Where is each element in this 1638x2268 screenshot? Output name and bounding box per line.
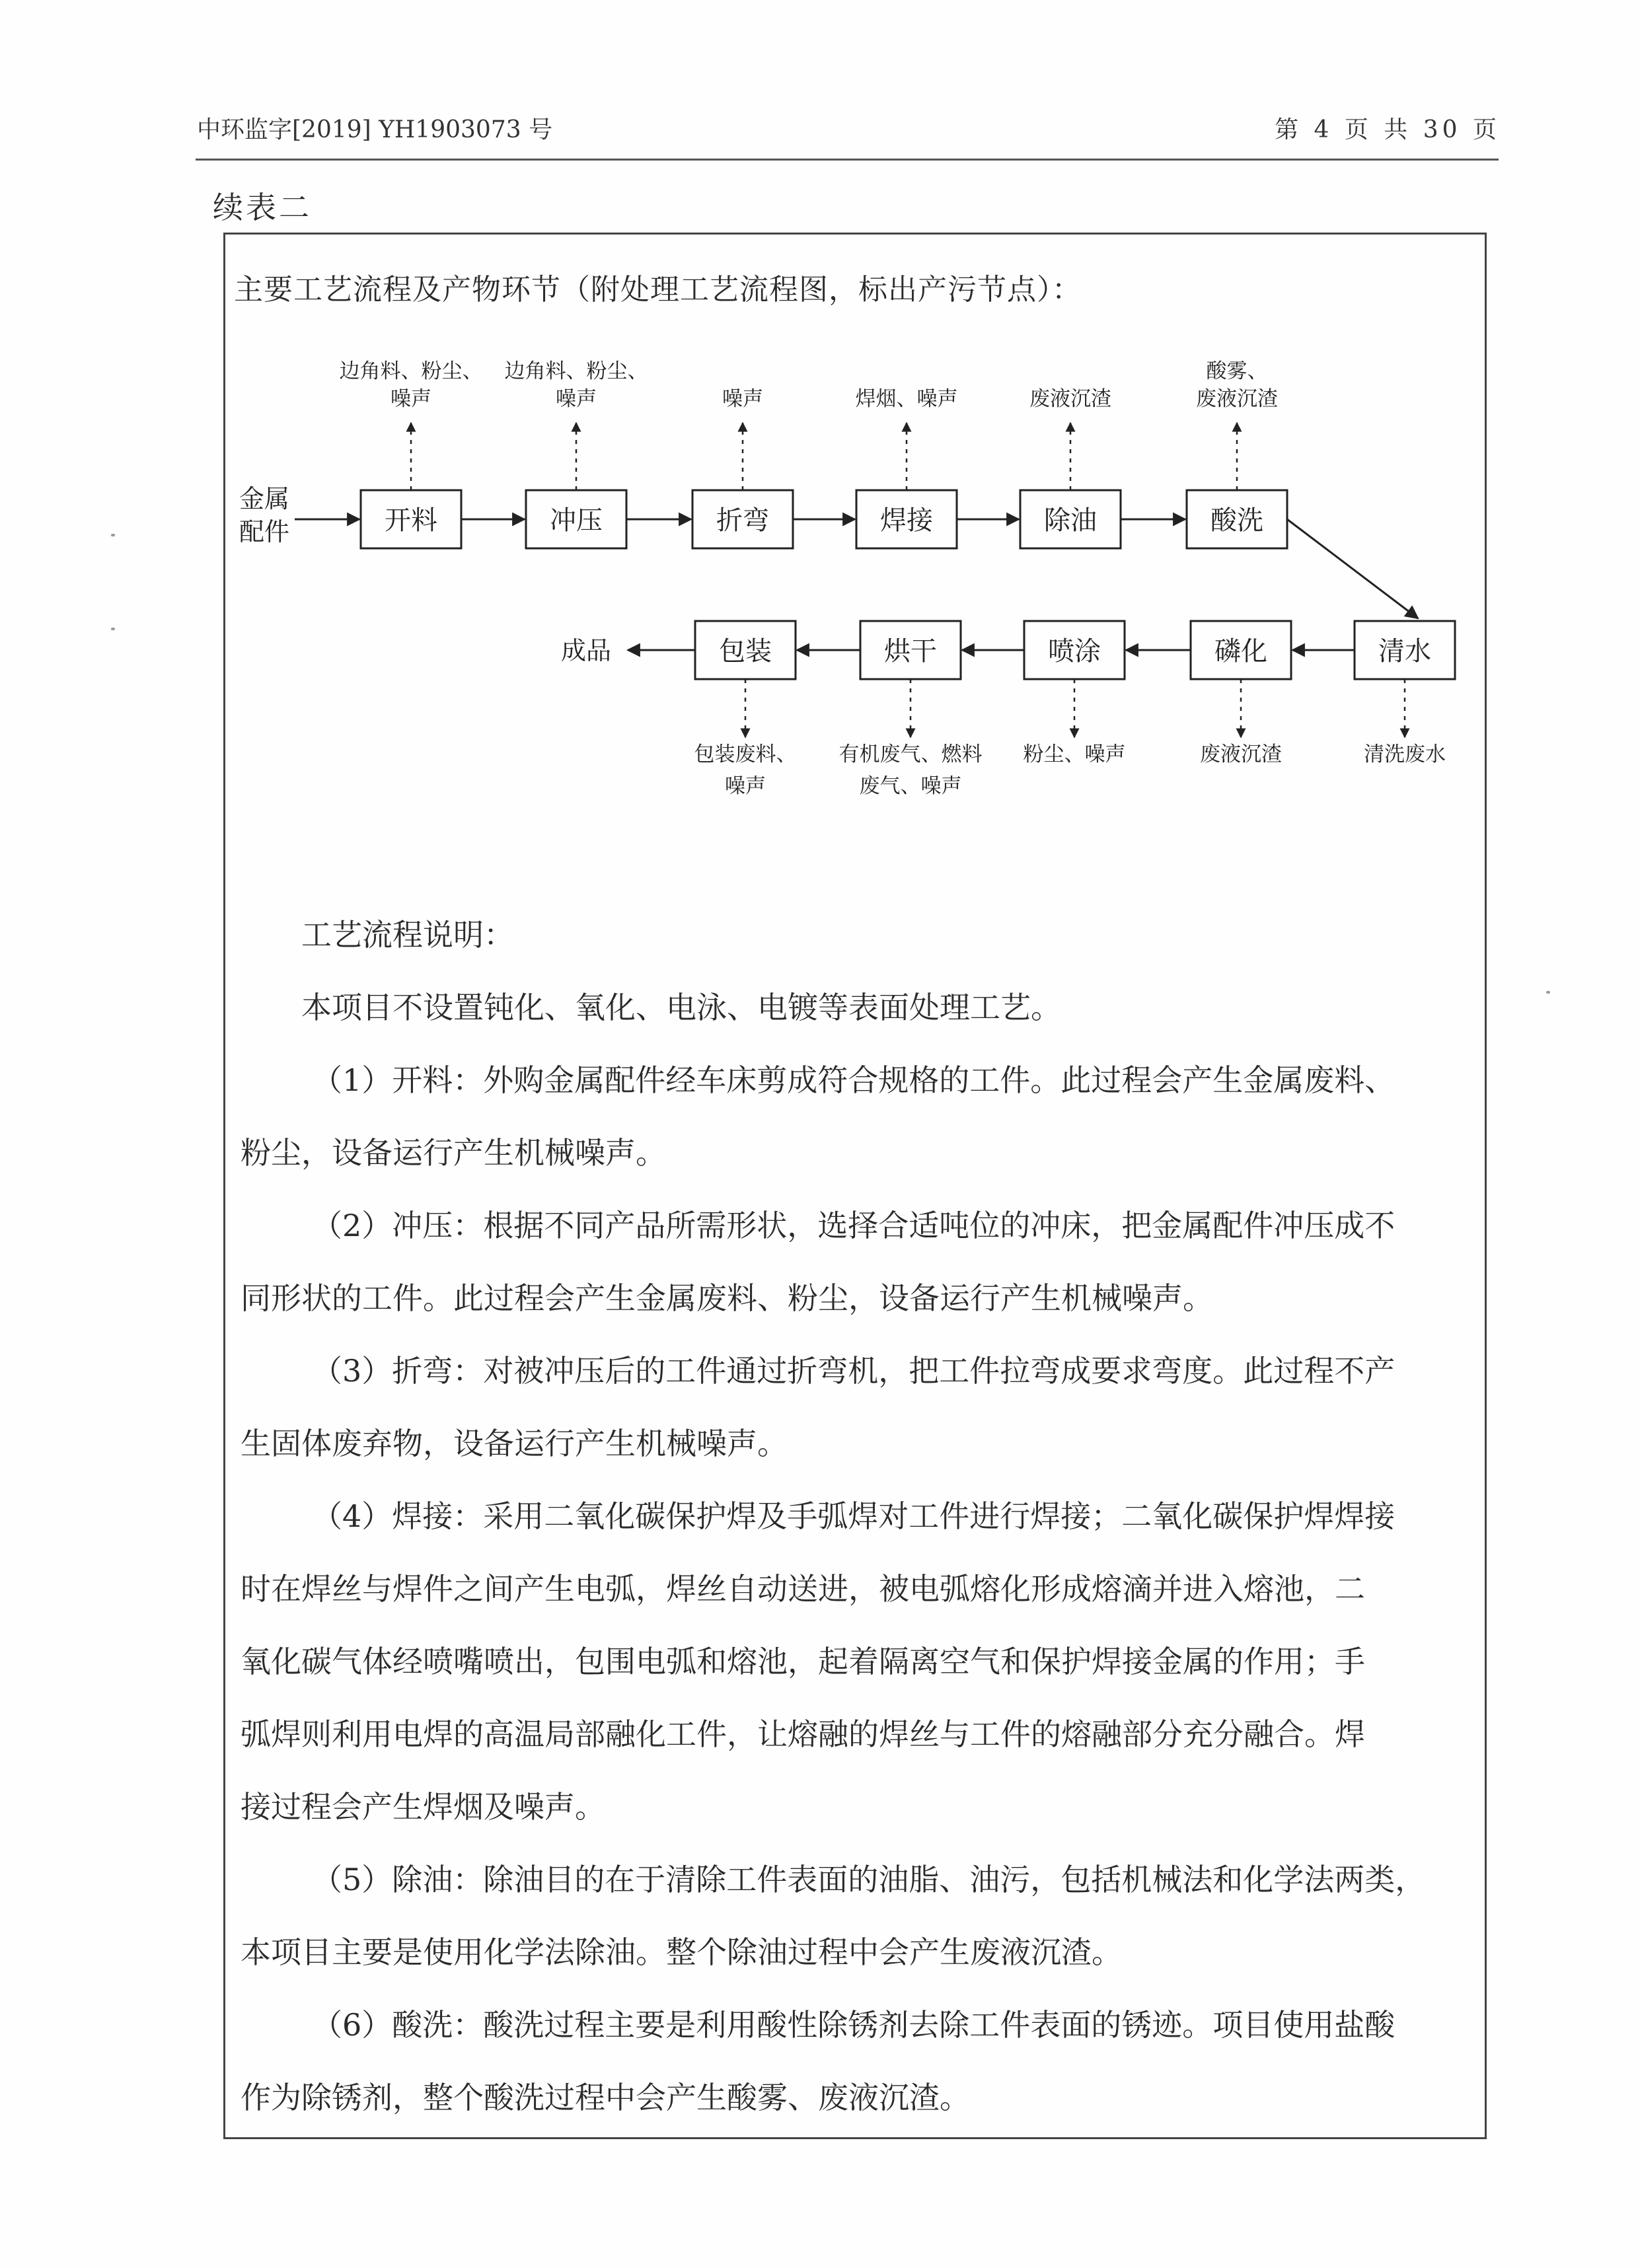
document-number: 中环监字[2019] YH1903073 号 xyxy=(197,116,553,143)
pollutant-label: 废气、噪声 xyxy=(859,774,962,798)
process-step xyxy=(1187,359,1287,548)
pollutant-label: 噪声 xyxy=(391,387,431,411)
process-step xyxy=(340,359,483,548)
output-label: 成品 xyxy=(560,636,612,665)
step-label: 磷化 xyxy=(1214,636,1267,667)
step-3-line: 生固体废弃物，设备运行产生机械噪声。 xyxy=(241,1426,788,1461)
pollutant-label: 焊烟、噪声 xyxy=(855,387,958,411)
step-4-line: 时在焊丝与焊件之间产生电弧，焊丝自动送进，被电弧熔化形成熔滴并进入熔池，二 xyxy=(241,1571,1365,1607)
pollutant-label: 边角料、粉尘、 xyxy=(504,359,648,383)
input-label: 金属 xyxy=(239,484,290,513)
process-step xyxy=(1020,387,1121,548)
step-label: 包装 xyxy=(719,636,772,667)
process-description xyxy=(241,898,1471,2134)
section-intro: 主要工艺流程及产物环节（附处理工艺流程图，标出产污节点）： xyxy=(234,273,1082,307)
step-label: 开料 xyxy=(385,505,437,536)
pollutant-label: 包装废料、 xyxy=(694,743,797,766)
process-step xyxy=(1355,621,1455,766)
pollutant-label: 噪声 xyxy=(725,774,766,798)
continued-table-label: 续表二 xyxy=(213,190,312,225)
process-step xyxy=(856,387,958,548)
description-heading: 工艺流程说明： xyxy=(301,917,514,953)
flow-arrow xyxy=(1287,519,1418,618)
step-2-line: （2）冲压：根据不同产品所需形状，选择合适吨位的冲床，把金属配件冲压成不 xyxy=(312,1208,1396,1243)
pollutant-label: 废液沉渣 xyxy=(1200,743,1282,766)
step-label: 焊接 xyxy=(880,505,933,536)
step-label: 酸洗 xyxy=(1210,505,1263,536)
step-6-line: 作为除锈剂，整个酸洗过程中会产生酸雾、废液沉渣。 xyxy=(241,2080,970,2115)
process-step xyxy=(692,387,793,548)
pollutant-label: 有机废气、燃料 xyxy=(838,743,983,766)
step-4-line: 接过程会产生焊烟及噪声。 xyxy=(241,1789,605,1825)
input-label: 配件 xyxy=(239,517,290,546)
step-5-line: 本项目主要是使用化学法除油。整个除油过程中会产生废液沉渣。 xyxy=(241,1934,1122,1970)
pollutant-label: 废液沉渣 xyxy=(1029,387,1111,411)
step-label: 烘干 xyxy=(884,636,937,667)
step-6-line: （6）酸洗：酸洗过程主要是利用酸性除锈剂去除工件表面的锈迹。项目使用盐酸 xyxy=(312,2007,1396,2043)
process-step xyxy=(1191,621,1291,766)
flow-row-2 xyxy=(694,621,1456,798)
pollutant-label: 清洗废水 xyxy=(1364,743,1446,766)
pollutant-label: 酸雾、 xyxy=(1206,359,1268,383)
step-label: 清水 xyxy=(1378,636,1431,667)
scan-speck xyxy=(111,534,115,536)
step-label: 冲压 xyxy=(550,505,603,536)
step-4-line: （4）焊接：采用二氧化碳保护焊及手弧焊对工件进行焊接；二氧化碳保护焊焊接 xyxy=(312,1498,1396,1534)
process-flowchart xyxy=(231,344,1473,819)
step-2-line: 同形状的工件。此过程会产生金属废料、粉尘，设备运行产生机械噪声。 xyxy=(241,1280,1213,1316)
process-step xyxy=(1024,621,1126,766)
scan-speck xyxy=(1546,991,1550,994)
step-4-line: 弧焊则利用电焊的高温局部融化工件，让熔融的焊丝与工件的熔融部分充分融合。焊 xyxy=(241,1716,1365,1752)
pollutant-label: 边角料、粉尘、 xyxy=(339,359,483,383)
pollutant-label: 废液沉渣 xyxy=(1196,387,1278,411)
process-step xyxy=(505,359,648,548)
pollutant-label: 粉尘、噪声 xyxy=(1023,743,1126,766)
pollutant-label: 噪声 xyxy=(722,387,763,411)
step-4-line: 氧化碳气体经喷嘴喷出，包围电弧和熔池，起着隔离空气和保护焊接金属的作用；手 xyxy=(241,1644,1365,1679)
step-label: 除油 xyxy=(1044,505,1097,536)
process-step xyxy=(839,621,983,798)
step-3-line: （3）折弯：对被冲压后的工件通过折弯机，把工件拉弯成要求弯度。此过程不产 xyxy=(312,1353,1396,1389)
step-1-line: （1）开料：外购金属配件经车床剪成符合规格的工件。此过程会产生金属废料、 xyxy=(312,1062,1396,1098)
page-info: 第 4 页 共 30 页 xyxy=(1275,116,1501,143)
description-note: 本项目不设置钝化、氧化、电泳、电镀等表面处理工艺。 xyxy=(301,990,1061,1025)
step-label: 喷涂 xyxy=(1048,636,1101,667)
header-rule xyxy=(196,159,1499,161)
step-list xyxy=(241,1044,1471,2134)
process-step xyxy=(694,621,797,798)
scan-speck xyxy=(111,628,115,630)
step-1-line: 粉尘，设备运行产生机械噪声。 xyxy=(241,1135,666,1171)
step-label: 折弯 xyxy=(716,505,769,536)
step-5-line: （5）除油：除油目的在于清除工件表面的油脂、油污，包括机械法和化学法两类， xyxy=(312,1862,1426,1897)
pollutant-label: 噪声 xyxy=(556,387,597,411)
